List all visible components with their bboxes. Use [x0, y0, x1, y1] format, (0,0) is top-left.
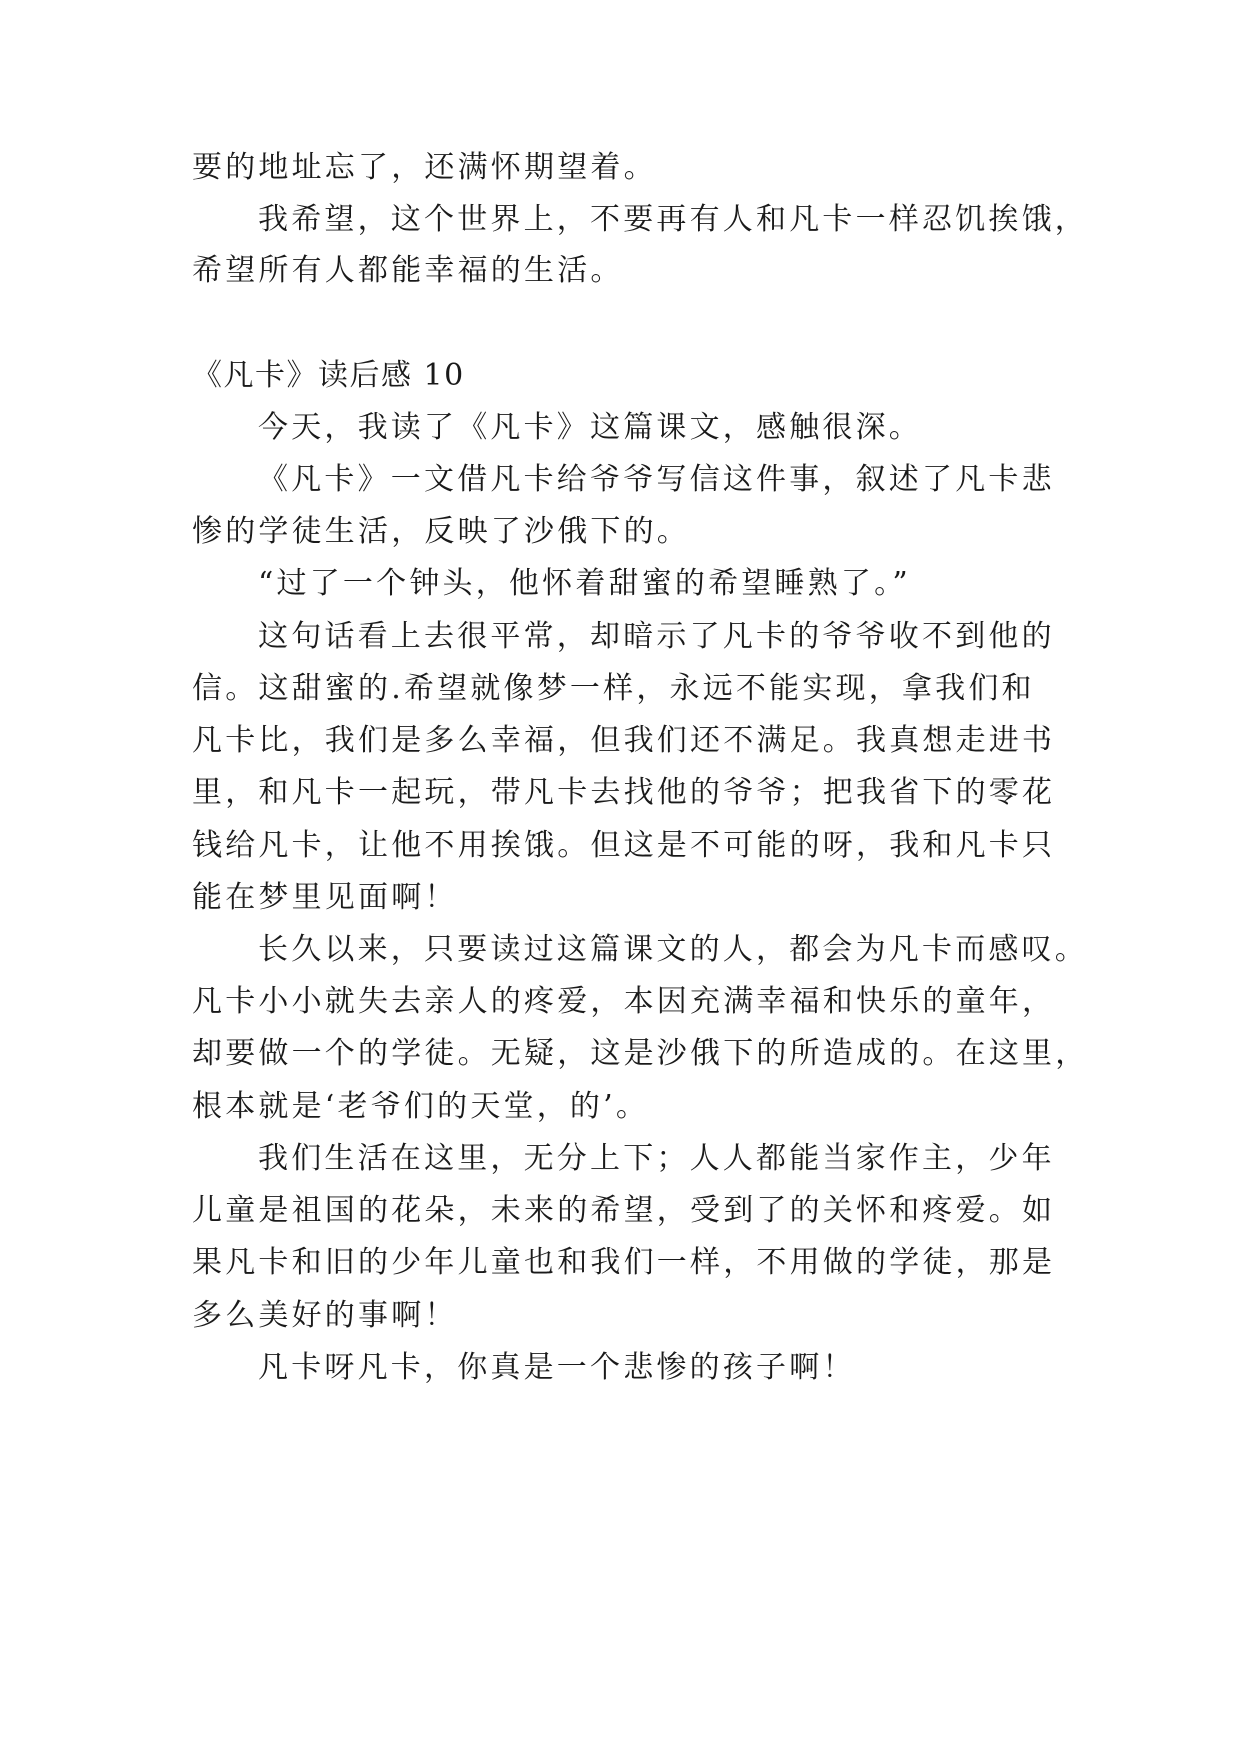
paragraph-line: 多么美好的事啊！ [192, 1298, 458, 1333]
paragraph-line: 凡卡小小就失去亲人的疼爱，本因充满幸福和快乐的童年， [192, 984, 1056, 1019]
paragraph-line: 要的地址忘了，还满怀期望着。 [192, 150, 657, 185]
paragraph-line: 今天，我读了《凡卡》这篇课文，感触很深。 [258, 410, 922, 445]
paragraph-line: 这句话看上去很平常，却暗示了凡卡的爷爷收不到他的 [258, 619, 1055, 654]
quote-line: “过了一个钟头，他怀着甜蜜的希望睡熟了。” [258, 566, 911, 601]
paragraph-line: 钱给凡卡，让他不用挨饿。但这是不可能的呀，我和凡卡只 [192, 828, 1056, 863]
paragraph-line: 凡卡比，我们是多么幸福，但我们还不满足。我真想走进书 [192, 723, 1056, 758]
paragraph-line: 里，和凡卡一起玩，带凡卡去找他的爷爷；把我省下的零花 [192, 775, 1056, 810]
paragraph-line: 长久以来，只要读过这篇课文的人，都会为凡卡而感叹。 [258, 932, 1088, 967]
section-heading: 《凡卡》读后感 10 [192, 358, 465, 393]
paragraph-line: 我们生活在这里，无分上下；人人都能当家作主，少年 [258, 1141, 1055, 1176]
paragraph-line: 惨的学徒生活，反映了沙俄下的。 [192, 514, 690, 549]
paragraph-line: 能在梦里见面啊！ [192, 880, 458, 915]
paragraph-line: 却要做一个的学徒。无疑，这是沙俄下的所造成的。在这里， [192, 1036, 1089, 1071]
paragraph-line: 根本就是‘老爷们的天堂，的’。 [192, 1089, 650, 1124]
paragraph-line: 我希望，这个世界上，不要再有人和凡卡一样忍饥挨饿， [258, 202, 1088, 237]
paragraph-line: 《凡卡》一文借凡卡给爷爷写信这件事，叙述了凡卡悲 [258, 462, 1055, 497]
paragraph-line: 儿童是祖国的花朵，未来的希望，受到了的关怀和疼爱。如 [192, 1193, 1056, 1228]
paragraph-line: 希望所有人都能幸福的生活。 [192, 253, 624, 288]
paragraph-line: 果凡卡和旧的少年儿童也和我们一样，不用做的学徒，那是 [192, 1245, 1056, 1280]
paragraph-line: 凡卡呀凡卡，你真是一个悲惨的孩子啊！ [258, 1350, 856, 1385]
paragraph-line: 信。这甜蜜的.希望就像梦一样，永远不能实现，拿我们和 [192, 671, 1035, 706]
